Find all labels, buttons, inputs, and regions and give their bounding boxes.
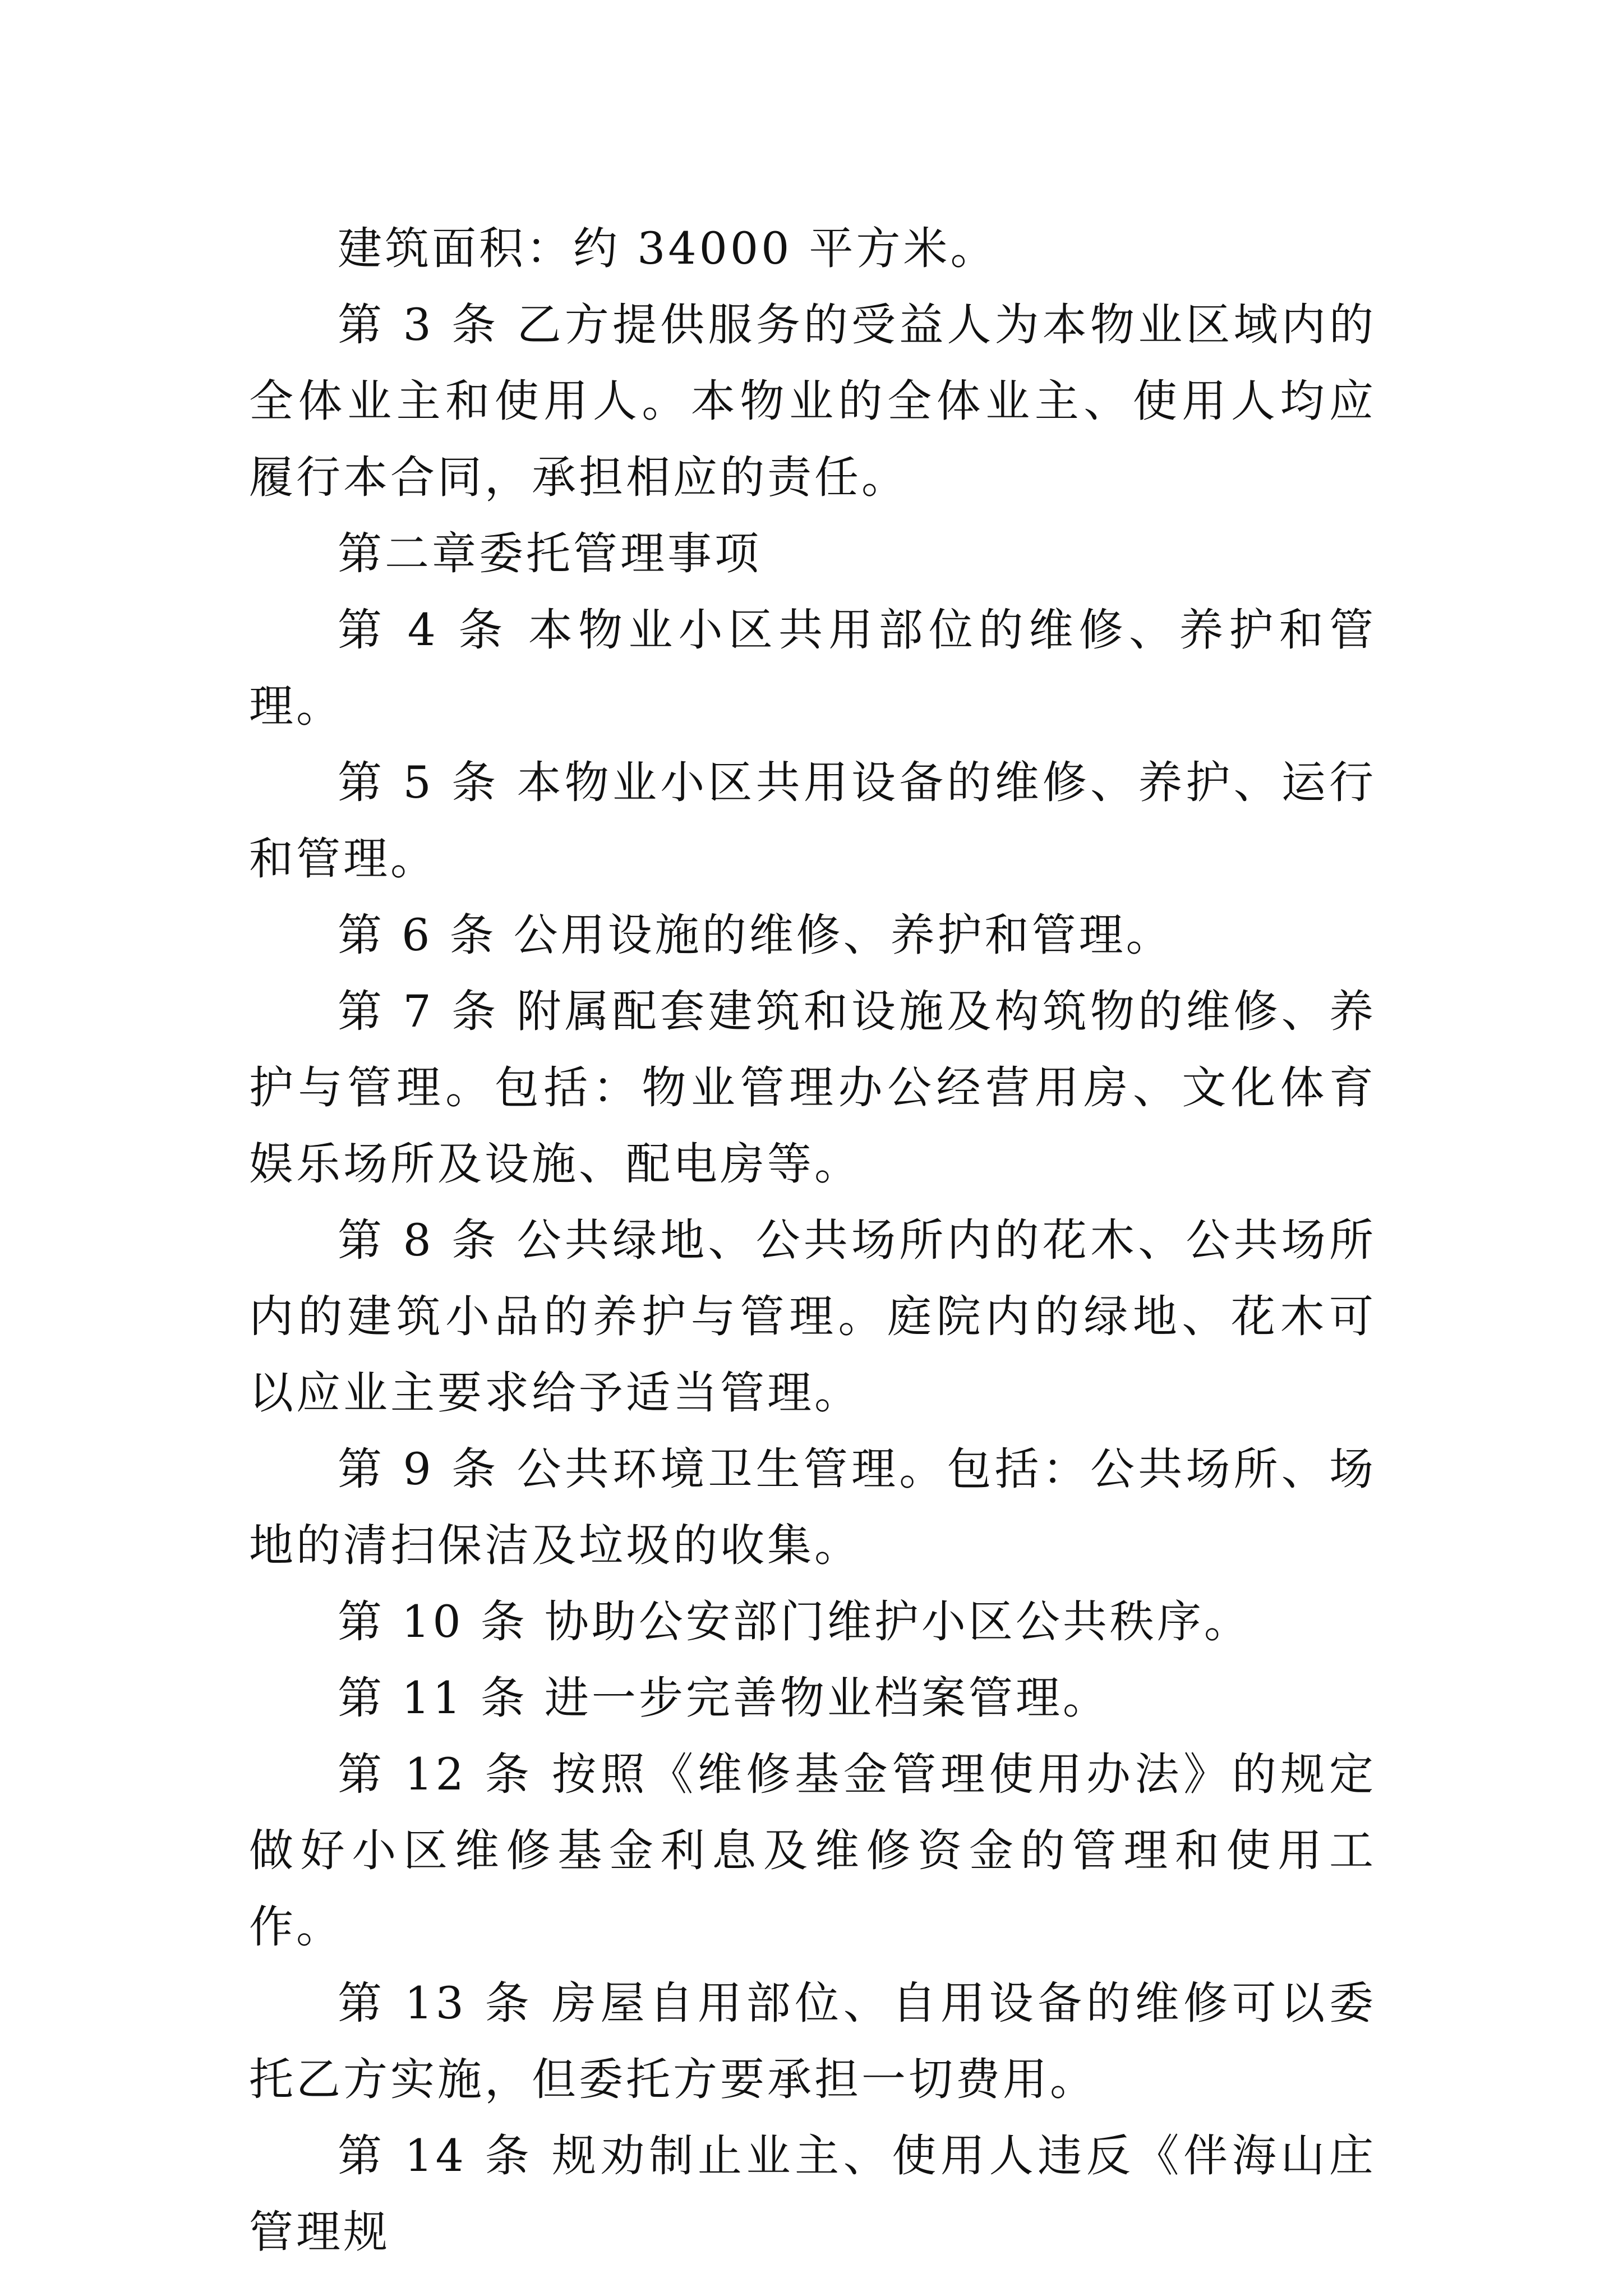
paragraph-article-7: 第 7 条 附属配套建筑和设施及构筑物的维修、养护与管理。包括：物业管理办公经营用房、文化体育娱乐场所及设施、配电房等。 — [249, 986, 1376, 1190]
paragraph-article-5: 第 5 条 本物业小区共用设备的维修、养护、运行和管理。 — [249, 757, 1376, 885]
chapter-heading: 第二章委托管理事项 — [338, 528, 762, 579]
paragraph-article-14: 第 14 条 规劝制止业主、使用人违反《伴海山庄管理规 — [249, 2130, 1376, 2258]
paragraph-article-13: 第 13 条 房屋自用部位、自用设备的维修可以委托乙方实施，但委托方要承担一切费用。 — [249, 1977, 1376, 2105]
paragraph-article-4: 第 4 条 本物业小区共用部位的维修、养护和管理。 — [249, 604, 1376, 732]
paragraph-article-6: 第 6 条 公用设施的维修、养护和管理。 — [338, 909, 1173, 961]
paragraph-article-9: 第 9 条 公共环境卫生管理。包括：公共场所、场地的清扫保洁及垃圾的收集。 — [249, 1443, 1376, 1571]
paragraph-article-12: 第 12 条 按照《维修基金管理使用办法》的规定做好小区维修基金利息及维修资金的管理和使用工作。 — [249, 1749, 1376, 1953]
paragraph-article-8: 第 8 条 公共绿地、公共场所内的花木、公共场所内的建筑小品的养护与管理。庭院内的绿地、花木可以应业主要求给予适当管理。 — [249, 1214, 1376, 1419]
paragraph-building-area: 建筑面积：约 34000 平方米。 — [338, 223, 998, 274]
paragraph-article-10: 第 10 条 协助公安部门维护小区公共秩序。 — [338, 1596, 1251, 1648]
paragraph-article-3: 第 3 条 乙方提供服务的受益人为本物业区域内的全体业主和使用人。本物业的全体业主、使用人均应履行本合同，承担相应的责任。 — [249, 299, 1376, 503]
paragraph-article-11: 第 11 条 进一步完善物业档案管理。 — [338, 1672, 1110, 1724]
document-body — [249, 210, 1376, 2270]
